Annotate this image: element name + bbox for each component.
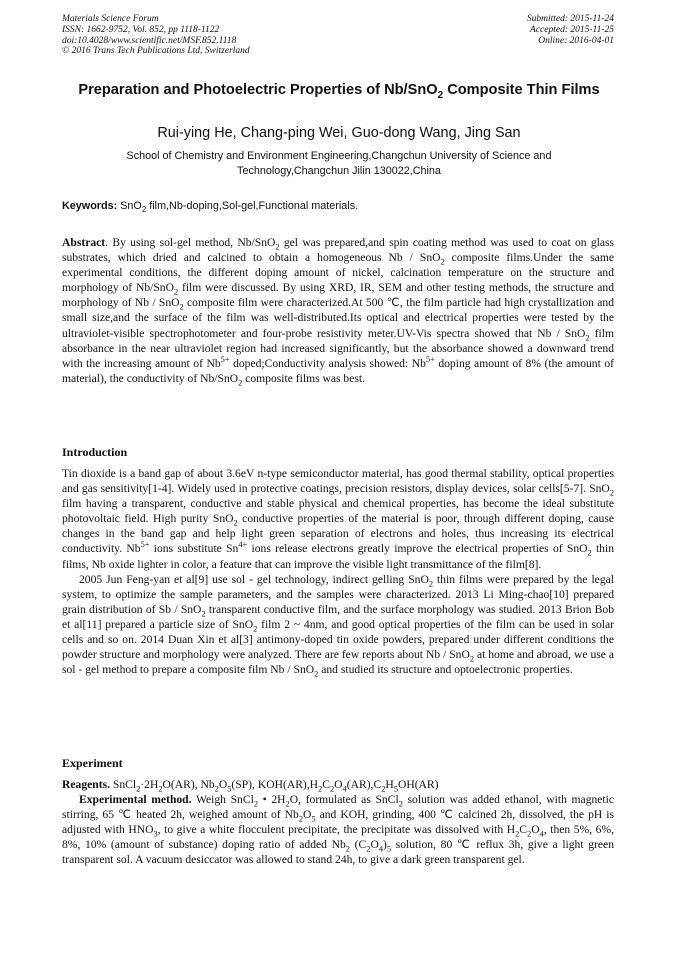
keywords: Keywords: SnO$_2$ film,Nb-doping,Sol-gel,Functional materials. — [62, 200, 359, 215]
introduction-section — [62, 466, 614, 677]
intro-paragraph-2: 2005 Jun Feng-yan et al[9] use sol - gel technology, indirect gelling SnO$_2$ thin films were prepared by the legal system, to optimize the sample parameters, and the samples were characterized. 2013 Li Ming-chao[10] prepared grain distribution of Sb / SnO$_2$ transparent conductive film, and the surface morphology was studied. 2013 Brion Bob et al[11] prepared a particle size of SnO$_2$ film 2 ~ 4nm, and good optical properties of the film can be used in solar cells and so on. 2014 Duan Xin et al[3] antimony-doped tin oxide powders, prepared under different conditions the powder structure and morphology were analyzed. There are few reports about Nb / SnO$_2$ at home and abroad, we use a sol - gel method to prepare a composite film Nb / SnO$_2$ and studied its structure and optoelectronic properties. — [62, 572, 614, 679]
experiment-heading: Experiment — [62, 756, 123, 770]
method-label: Experimental method. — [79, 793, 192, 807]
accepted-date: Accepted: 2015-11-25 — [530, 24, 614, 35]
journal-issn: ISSN: 1662-9752, Vol. 852, pp 1118-1122 — [62, 24, 220, 35]
method-paragraph: Experimental method. Weigh SnCl$_2$ • $2H_2O$, formulated as SnCl$_2$ solution was added ethanol, with magnetic stirring, 65 ℃ heated 2h, weighed amount of $Nb_2O_5$ and KOH, grinding, 400 ℃ calcined 2h, dissolved, the pH is adjusted with $HNO_3$, to give a white flocculent precipitate, the precipitate was dissolved with $H_2C_2O_4$, then 5%, 6%, 8%, 10% (amount of substance) doping ratio of added $Nb_2$ $(C_2O_4)_5$ solution, 80 ℃ reflux 3h, give a light green transparent sol. A vacuum desiccator was allowed to stand 24h, to give a dark green transparent gel. — [62, 793, 615, 867]
journal-header — [62, 14, 250, 57]
copyright-line: © 2016 Trans Tech Publications Ltd, Switzerland — [62, 46, 250, 57]
reagents-label: Reagents. — [62, 778, 110, 791]
experiment-section — [62, 777, 614, 868]
affiliation: School of Chemistry and Environment Engineering,Changchun University of Science and Technology,Changchun Jilin 130022,China — [126, 150, 552, 177]
abstract: Abstract. By using sol-gel method, Nb/SnO$_2$ gel was prepared,and spin coating method was used to coat on glass substrates, which dried and calcined to obtain a homogeneous Nb / SnO$_2$ composite films.Under the same experimental conditions, the different doping amount of nickel, calcination temperature on the structure and morphology of Nb/SnO$_2$ film were discussed. By using XRD, IR, SEM and other testing methods, the structure and morphology of Nb / SnO$_2$ composite film were characterized.At 500 ℃, the film particle had high crystallization and small size,and the surface of the film was well-distributed.Its optical and electrical properties were tested by the ultraviolet-visible spectrophotometer and four-probe resistivity meter.UV-Vis spectra showed that Nb / SnO$_2$ film absorbance in the near ultraviolet region had increased significantly, but the absorbance showed a downward trend with the increasing amount of $Nb^{5+}$ doped;Conductivity analysis showed: $Nb^{5+}$ doping amount of 8% (the amount of material), the conductivity of Nb/SnO$_2$ composite films was best. — [62, 236, 615, 388]
introduction-heading: Introduction — [62, 445, 128, 459]
keywords-label: Keywords: — [62, 200, 118, 212]
paper-title: Preparation and Photoelectric Properties of Nb/SnO$_2$ Composite Thin Films — [78, 82, 600, 101]
abstract-label: Abstract — [62, 236, 106, 249]
dates-header — [527, 14, 614, 46]
journal-doi: doi:10.4028/www.scientific.net/MSF.852.1118 — [62, 35, 237, 46]
author-list: Rui-ying He, Chang-ping Wei, Guo-dong Wang, Jing San — [157, 125, 521, 141]
intro-paragraph-1: Tin dioxide is a band gap of about 3.6eV n-type semiconductor material, has good thermal stability, optical properties and gas sensitivity[1-4]. Widely used in protective coatings, precision resistors, display devices, solar cells[5-7]. SnO$_2$ film having a transparent, conductive and stable physical and chemical properties, has become the ideal substitute photovoltaic field. High purity SnO$_2$ conductive properties of the material is poor, through different doping, cause changes in the band gap and help light green separation of electrons and holes, thus increasing its electrical conductivity. $Nb^{5+}$ ions substitute $Sn^{4+}$ ions release electrons greatly improve the electrical properties of SnO$_2$ thin films, Nb oxide lighter in color, a feature that can improve the visible light transmittance of the film[8]. — [62, 467, 615, 571]
online-date: Online: 2016-04-01 — [538, 35, 614, 46]
reagents-paragraph: Reagents. $SnCl_2\cdot 2H_2O(AR)$, $Nb_2O_5(SP)$, $KOH(AR),H_2C_2O_4(AR),C_2H_5OH(AR)$ — [62, 778, 439, 794]
journal-name: Materials Science Forum — [62, 14, 159, 24]
submitted-date: Submitted: 2015-11-24 — [526, 14, 614, 24]
